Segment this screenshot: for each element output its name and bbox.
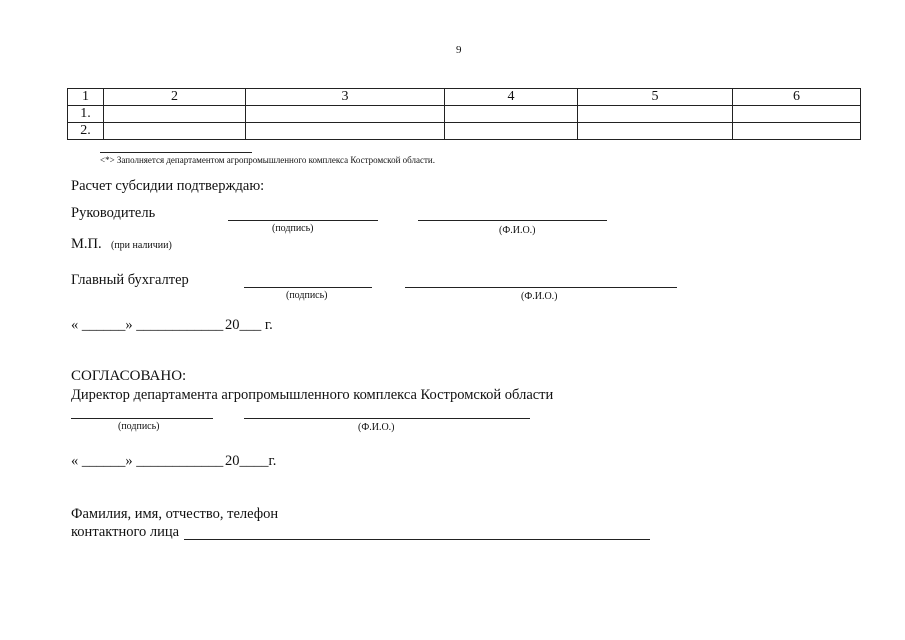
seal-label: М.П. xyxy=(71,236,102,252)
table-cell xyxy=(578,106,733,123)
table-row xyxy=(68,106,861,123)
table-cell xyxy=(104,106,246,123)
agreed-heading: СОГЛАСОВАНО: xyxy=(71,368,187,384)
head-name-line xyxy=(418,220,607,221)
table-header-cell: 3 xyxy=(246,89,445,106)
head-signature-line xyxy=(228,220,378,221)
page-number: 9 xyxy=(456,44,462,56)
table-header-cell: 6 xyxy=(733,89,861,106)
confirm-date-year: 20___ г. xyxy=(225,317,273,333)
head-name-caption: (Ф.И.О.) xyxy=(499,225,536,236)
contact-line xyxy=(184,539,650,540)
confirm-heading: Расчет субсидии подтверждаю: xyxy=(71,178,265,194)
confirm-date-field: « ______» ____________ xyxy=(71,317,224,333)
table-cell xyxy=(578,123,733,140)
table-cell xyxy=(733,106,861,123)
table-header-row xyxy=(68,89,861,106)
accountant-name-line xyxy=(405,287,677,288)
table-cell xyxy=(733,123,861,140)
contact-label-line2: контактного лица xyxy=(71,524,180,540)
table-cell: 2. xyxy=(68,123,104,140)
table-cell xyxy=(246,106,445,123)
accountant-signature-caption: (подпись) xyxy=(286,290,328,301)
data-table xyxy=(67,88,861,140)
head-signature-caption: (подпись) xyxy=(272,223,314,234)
footnote: <*> Заполняется департаментом агропромышленного комплекса Костромской области. xyxy=(100,155,435,165)
seal-note: (при наличии) xyxy=(111,240,172,251)
table-cell xyxy=(445,106,578,123)
director-label: Директор департамента агропромышленного комплекса Костромской области xyxy=(71,387,554,403)
table-row xyxy=(68,123,861,140)
director-name-line xyxy=(244,418,530,419)
accountant-label: Главный бухгалтер xyxy=(71,272,189,288)
table-header-cell: 4 xyxy=(445,89,578,106)
table-cell xyxy=(445,123,578,140)
accountant-signature-line xyxy=(244,287,372,288)
table-header-cell: 5 xyxy=(578,89,733,106)
director-name-caption: (Ф.И.О.) xyxy=(358,422,395,433)
head-label: Руководитель xyxy=(71,205,156,221)
agreed-date-year: 20____г. xyxy=(225,453,277,469)
table-cell xyxy=(104,123,246,140)
director-signature-caption: (подпись) xyxy=(118,421,160,432)
director-signature-line xyxy=(71,418,213,419)
footnote-separator xyxy=(100,152,252,153)
table-header-cell: 2 xyxy=(104,89,246,106)
table-cell: 1. xyxy=(68,106,104,123)
agreed-date-field: « ______» ____________ xyxy=(71,453,224,469)
table-cell xyxy=(246,123,445,140)
table-header-cell: 1 xyxy=(68,89,104,106)
contact-label-line1: Фамилия, имя, отчество, телефон xyxy=(71,506,279,522)
accountant-name-caption: (Ф.И.О.) xyxy=(521,291,558,302)
